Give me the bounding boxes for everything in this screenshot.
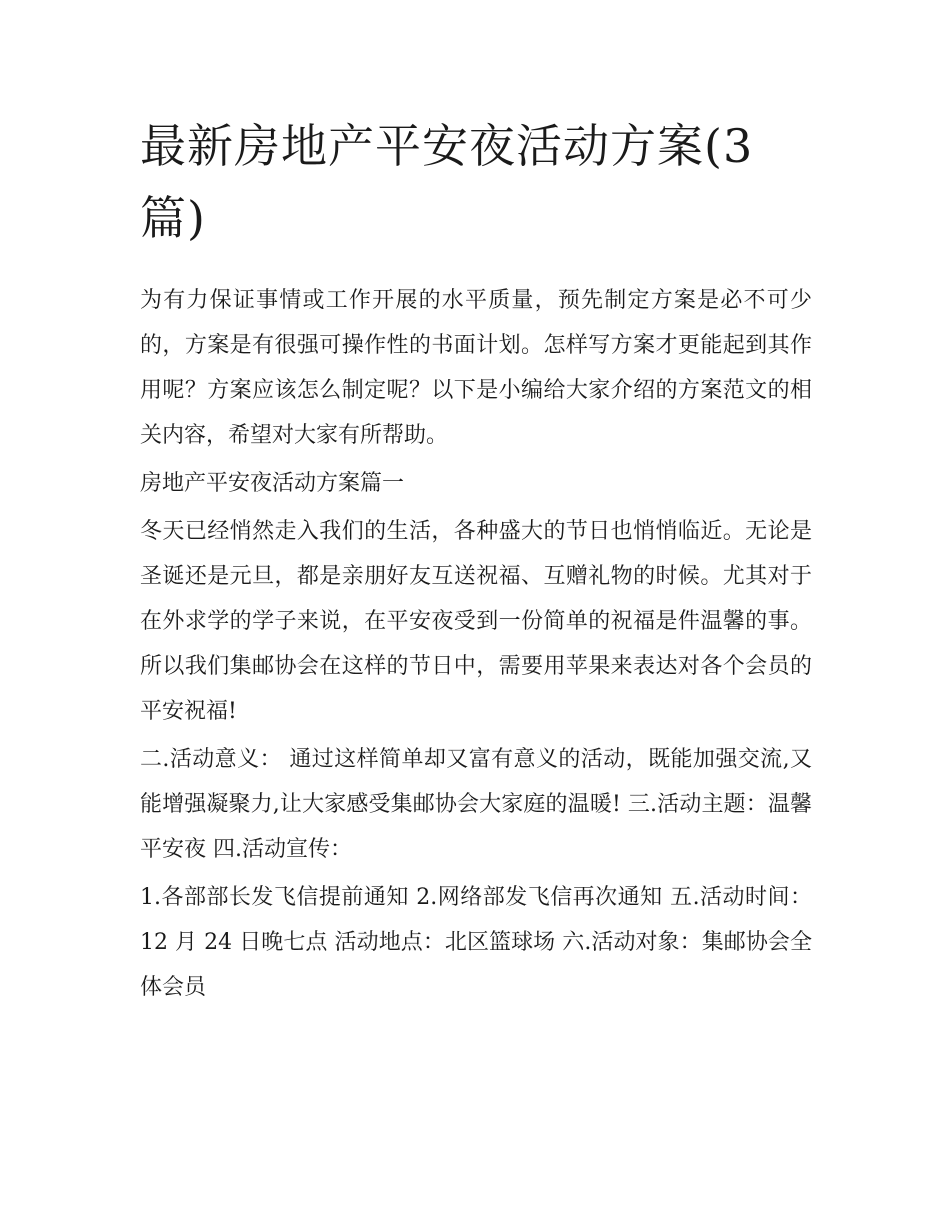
- document-page: [140, 110, 812, 1010]
- activity-details-paragraph: 1.各部部长发飞信提前通知 2.网络部发飞信再次通知 五.活动时间：12 月 24 日晚七点 活动地点：北区篮球场 六.活动对象：集邮协会全体会员: [140, 885, 812, 1000]
- document-title: 最新房地产平安夜活动方案(3篇): [140, 119, 754, 245]
- background-paragraph: 冬天已经悄然走入我们的生活，各种盛大的节日也悄悄临近。无论是圣诞还是元旦，都是亲朋好友互送祝福、互赠礼物的时候。尤其对于在外求学的学子来说，在平安夜受到一份简单的祝福是件温馨的事。所以我们集邮协会在这样的节日中，需要用苹果来表达对各个会员的平安祝福!: [140, 519, 812, 724]
- activity-meaning-paragraph: 二.活动意义： 通过这样简单却又富有意义的活动，既能加强交流,又能增强凝聚力,让大家感受集邮协会大家庭的温暖! 三.活动主题：温馨平安夜 四.活动宣传：: [140, 747, 812, 862]
- section-heading: 房地产平安夜活动方案篇一: [140, 471, 405, 496]
- intro-paragraph: 为有力保证事情或工作开展的水平质量，预先制定方案是必不可少的，方案是有很强可操作性的书面计划。怎样写方案才更能起到其作用呢？方案应该怎么制定呢？以下是小编给大家介绍的方案范文的相关内容，希望对大家有所帮助。: [140, 288, 812, 448]
